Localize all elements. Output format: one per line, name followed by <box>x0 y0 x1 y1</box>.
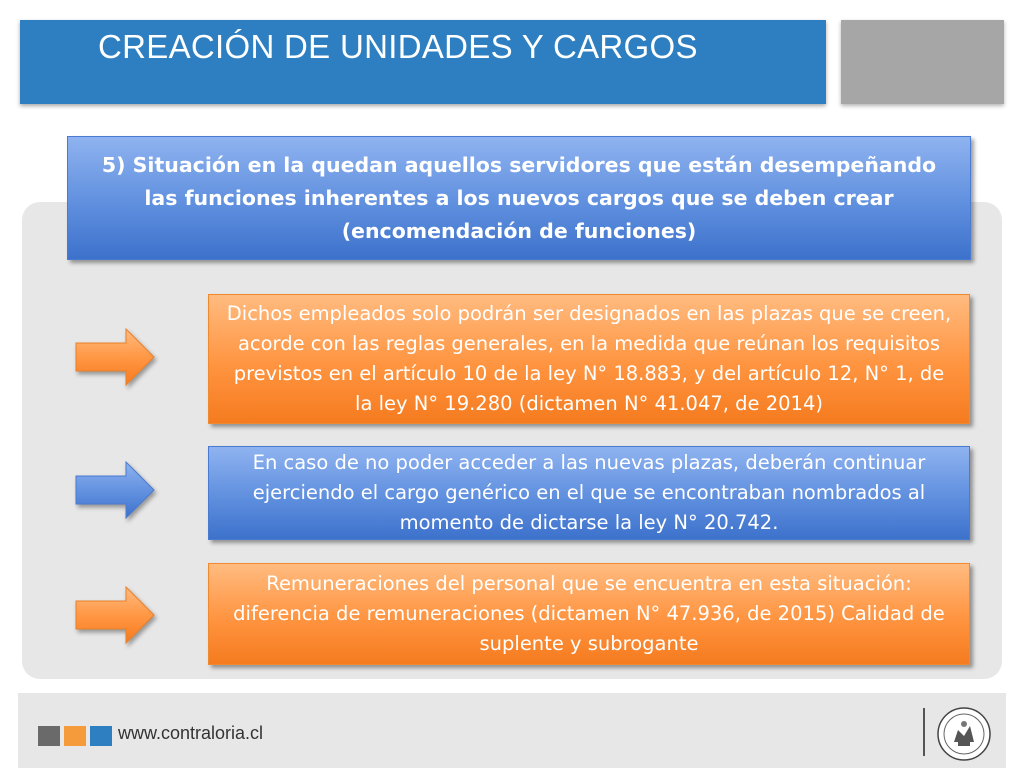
item-text: En caso de no poder acceder a las nuevas plazas, deberán continuar ejerciendo el cargo genérico en el que se encontraban nombrados al momento de dictarse la ley N° 20.742. <box>252 451 926 534</box>
list-item <box>208 446 970 540</box>
arrow-right-icon <box>74 585 156 645</box>
contraloria-seal-icon <box>936 706 992 762</box>
arrow-right-icon <box>74 460 156 520</box>
list-item <box>208 294 970 424</box>
footer-divider <box>923 708 925 756</box>
footer-square-blue <box>90 726 112 746</box>
arrow-right-icon <box>74 327 156 387</box>
item-text: Dichos empleados solo podrán ser designados en las plazas que se creen, acorde con las reglas generales, en la medida que reúnan los requisitos previstos en el artículo 10 de la ley N° 18.883, y del artículo 12, N° 1, de la ley N° 19.280 (dictamen N° 41.047, de 2014) <box>226 302 952 415</box>
page-title: CREACIÓN DE UNIDADES Y CARGOS <box>98 28 698 65</box>
footer-square-gray <box>38 726 60 746</box>
heading-box <box>67 136 971 260</box>
footer-url-link[interactable]: www.contraloria.cl <box>118 723 264 743</box>
list-item <box>208 563 970 665</box>
header-gray-block <box>841 20 1004 104</box>
heading-text: 5) Situación en la quedan aquellos servidores que están desempeñando las funciones inherentes a los nuevos cargos que se deben crear (encomendación de funciones) <box>101 152 937 243</box>
footer-square-orange <box>64 726 86 746</box>
item-text: Remuneraciones del personal que se encuentra en esta situación: diferencia de remuneraciones (dictamen N° 47.936, de 2015) Calidad de suplente y subrogante <box>233 572 945 655</box>
